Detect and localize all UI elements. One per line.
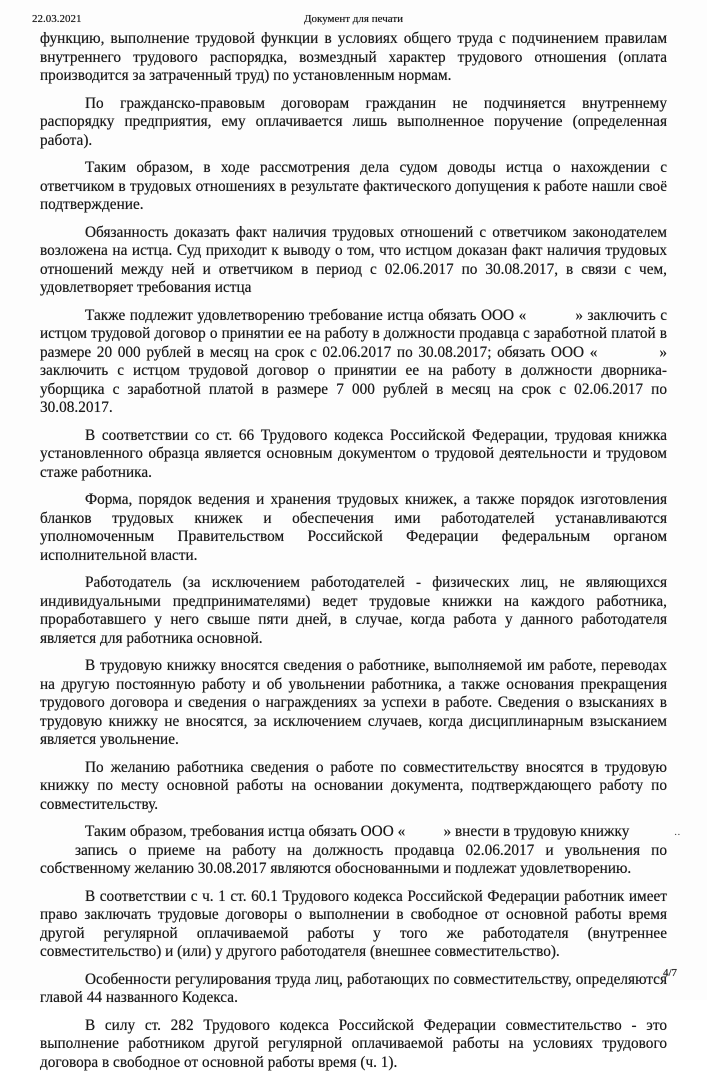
paragraph-8: Работодатель (за исключением работодателей - физических лиц, не являющихся индивидуальными предпринимателями) ведет трудовые книжки на каждого работника, проработавшего у него свыше пяти дней, в случае, когда работа у данного работодателя является для работника основной. [40, 574, 667, 647]
paragraph-14: В силу ст. 282 Трудового кодекса Российской Федерации совместительство - это выполнение работником другой регулярной оплачиваемой работы на условиях трудового договора в свободное от основной работы время (ч. 1). [40, 1016, 667, 1071]
paragraph-5: Также подлежит удовлетворению требование истца обязать ООО « » заключить с истцом трудовой договор о принятии ее на работу в должности продавца с заработной платой в размере 20 000 рублей в месяц на срок с 02.06.2017 по 30.08.2017; обязать ООО « » заключить с истцом трудовой договор о принятии ее на работу в должности дворника-уборщика с заработной платой в размере 7 000 рублей в месяц на срок с 02.06.2017 по 30.08.2017. [40, 306, 667, 416]
page-number: 4/7 [662, 967, 677, 979]
paragraph-9: В трудовую книжку вносятся сведения о работнике, выполняемой им работе, переводах на другую постоянную работу и об увольнении работника, а также основания прекращения трудового договора и сведения о награждениях за успехи в работе. Сведения о взысканиях в трудовую книжку не вносятся, за исключением случаев, когда дисциплинарным взысканием является увольнение. [40, 657, 667, 748]
paragraph-4: Обязанность доказать факт наличия трудовых отношений с ответчиком законодателем возложена на истца. Суд приходит к выводу о том, что истцом доказан факт наличия трудовых отношений между ней и ответчиком в период с 02.06.2017 по 30.08.2017, в связи с чем, удовлетворяет требования истца [40, 223, 667, 296]
page-footer [663, 967, 677, 979]
paragraph-3: Таким образом, в ходе рассмотрения дела судом доводы истца о нахождении с ответчиком в трудовых отношениях в результате фактического допущения к работе нашли своё подтверждение. [40, 159, 667, 213]
paragraph-13: Особенности регулирования труда лиц, работающих по совместительству, определяются главой 44 названного Кодекса. [40, 970, 667, 1006]
header-title: Документ для печати [303, 13, 404, 25]
paragraph-7: Форма, порядок ведения и хранения трудовых книжек, а также порядок изготовления бланков трудовых книжек и обеспечения ими работодателей устанавливаются уполномоченным Правительством Российской Федерации федеральным органом исполнительной власти. [40, 491, 667, 564]
paragraph-continuation: запись о приеме на работу на должность продавца 02.06.2017 и увольнения по собственному желанию 30.08.2017 являются обоснованными и подлежат удовлетворению. [40, 841, 667, 877]
paragraph-6: В соответствии со ст. 66 Трудового кодекса Российской Федерации, трудовая книжка установленного образца является основным документом о трудовой деятельности и трудовом стаже работника. [40, 426, 667, 481]
paragraph-2: По гражданско-правовым договорам гражданин не подчиняется внутреннему распорядку предприятия, ему оплачивается лишь выполненное поручение (определенная работа). [40, 94, 667, 149]
header-date: 22.03.2021 [32, 13, 82, 25]
paragraph-10: По желанию работника сведения о работе по совместительству вносятся в трудовую книжку по месту основной работы на основании документа, подтверждающего работу по совместительству. [40, 758, 667, 813]
scan-artifact: .. [674, 827, 681, 837]
paragraph-first-line: Таким образом, требования истца обязать ООО « » внести в трудовую книжку [85, 823, 630, 840]
paragraph-11 [40, 823, 681, 879]
page-header [0, 13, 707, 29]
paragraph-1: функцию, выполнение трудовой функции в условиях общего труда с подчинением правилам внутреннего трудового распорядка, возмездный характер трудового отношения (оплата производится за затраченный труд) по установленным нормам. [40, 30, 667, 84]
paragraph-12: В соответствии с ч. 1 ст. 60.1 Трудового кодекса Российской Федерации работник имеет право заключать трудовые договоры о выполнении в свободное от основной работы время другой регулярной оплачиваемой работы у того же работодателя (внутреннее совместительство) и (или) у другого работодателя (внешнее совместительство). [40, 887, 667, 960]
